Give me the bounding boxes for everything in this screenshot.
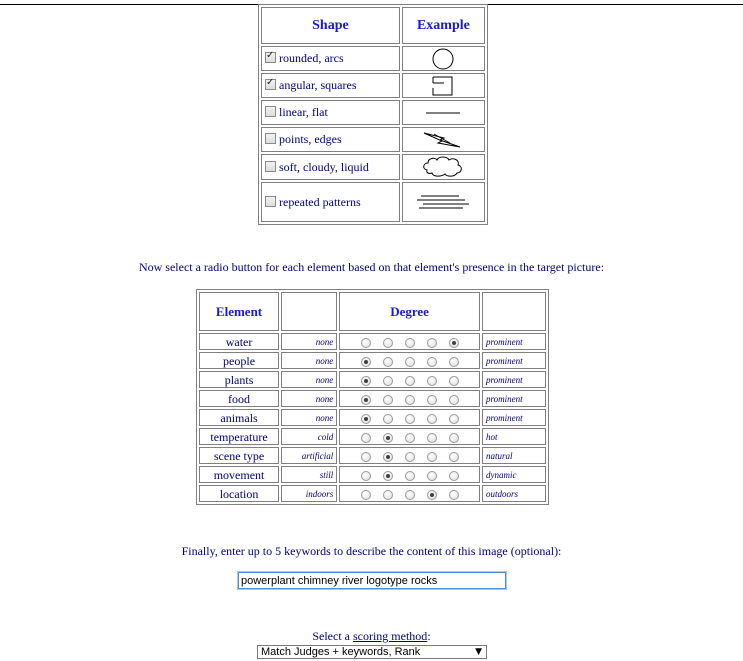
degree-radio[interactable] bbox=[383, 338, 393, 348]
shape-table-header bbox=[261, 7, 485, 44]
element-name: animals bbox=[199, 409, 279, 426]
shape-option-label: angular, squares bbox=[279, 78, 357, 92]
degree-radio[interactable] bbox=[383, 490, 393, 500]
degree-high-label: hot bbox=[482, 428, 546, 445]
degree-radio[interactable] bbox=[449, 471, 459, 481]
shape-option-linear[interactable] bbox=[261, 100, 400, 125]
shape-checkbox[interactable] bbox=[265, 106, 276, 117]
shape-option-label: repeated patterns bbox=[279, 194, 361, 209]
shape-row bbox=[261, 73, 485, 98]
example-header: Example bbox=[402, 7, 485, 44]
shape-option-points[interactable] bbox=[261, 127, 400, 152]
element-name: plants bbox=[199, 371, 279, 388]
shape-example bbox=[402, 127, 485, 152]
degree-radio-group bbox=[339, 352, 480, 369]
degree-low-label: artificial bbox=[281, 447, 337, 464]
element-row bbox=[199, 466, 546, 483]
degree-radio[interactable] bbox=[427, 452, 437, 462]
degree-radio[interactable] bbox=[361, 338, 371, 348]
degree-radio[interactable] bbox=[405, 452, 415, 462]
scoring-method-select[interactable] bbox=[257, 645, 487, 659]
shape-checkbox[interactable] bbox=[265, 133, 276, 144]
degree-radio[interactable] bbox=[361, 490, 371, 500]
shape-option-label: points, edges bbox=[279, 132, 342, 146]
degree-radio[interactable] bbox=[383, 433, 393, 443]
degree-radio[interactable] bbox=[427, 357, 437, 367]
degree-radio[interactable] bbox=[361, 433, 371, 443]
degree-radio[interactable] bbox=[405, 490, 415, 500]
shape-table bbox=[258, 4, 488, 225]
degree-radio[interactable] bbox=[427, 490, 437, 500]
degree-radio[interactable] bbox=[449, 376, 459, 386]
lightning-icon bbox=[422, 129, 464, 151]
scoring-method-link[interactable]: scoring method bbox=[352, 629, 428, 643]
element-name: scene type bbox=[199, 447, 279, 464]
degree-radio-group bbox=[339, 428, 480, 445]
shape-checkbox[interactable] bbox=[265, 52, 276, 63]
degree-high-label: prominent bbox=[482, 390, 546, 407]
element-name: movement bbox=[199, 466, 279, 483]
degree-radio[interactable] bbox=[383, 376, 393, 386]
shape-option-angular[interactable] bbox=[261, 73, 400, 98]
shape-option-rounded[interactable] bbox=[261, 46, 400, 71]
degree-radio[interactable] bbox=[449, 357, 459, 367]
degree-radio[interactable] bbox=[361, 471, 371, 481]
degree-radio[interactable] bbox=[361, 452, 371, 462]
shape-row bbox=[261, 46, 485, 71]
element-rows bbox=[199, 333, 546, 502]
element-header: Element bbox=[199, 292, 279, 331]
degree-radio[interactable] bbox=[405, 395, 415, 405]
shape-example bbox=[402, 73, 485, 98]
degree-high-label: prominent bbox=[482, 409, 546, 426]
degree-low-label: none bbox=[281, 390, 337, 407]
degree-radio[interactable] bbox=[427, 395, 437, 405]
element-row bbox=[199, 447, 546, 464]
cloud-icon bbox=[421, 155, 465, 179]
degree-low-label: none bbox=[281, 352, 337, 369]
degree-radio[interactable] bbox=[383, 471, 393, 481]
degree-radio-group bbox=[339, 447, 480, 464]
scoring-label bbox=[0, 629, 743, 644]
shape-example bbox=[402, 154, 485, 180]
shape-example bbox=[402, 46, 485, 71]
degree-high-label: prominent bbox=[482, 352, 546, 369]
degree-radio[interactable] bbox=[427, 414, 437, 424]
degree-radio-group bbox=[339, 466, 480, 483]
degree-radio[interactable] bbox=[405, 471, 415, 481]
degree-radio[interactable] bbox=[449, 490, 459, 500]
degree-radio[interactable] bbox=[361, 376, 371, 386]
circle-icon bbox=[428, 48, 458, 70]
degree-low-label: still bbox=[281, 466, 337, 483]
degree-radio[interactable] bbox=[427, 338, 437, 348]
degree-radio[interactable] bbox=[361, 357, 371, 367]
element-table-header bbox=[199, 292, 546, 331]
degree-radio[interactable] bbox=[449, 414, 459, 424]
degree-radio[interactable] bbox=[405, 433, 415, 443]
degree-radio[interactable] bbox=[449, 338, 459, 348]
degree-radio[interactable] bbox=[405, 376, 415, 386]
shape-header: Shape bbox=[261, 7, 400, 44]
shape-checkbox[interactable] bbox=[265, 79, 276, 90]
shape-row bbox=[261, 127, 485, 152]
degree-radio[interactable] bbox=[449, 395, 459, 405]
degree-high-label: prominent bbox=[482, 333, 546, 350]
shape-option-label: rounded, arcs bbox=[279, 51, 344, 65]
shape-option-repeated[interactable] bbox=[261, 182, 400, 222]
degree-radio[interactable] bbox=[427, 471, 437, 481]
element-row bbox=[199, 409, 546, 426]
degree-radio[interactable] bbox=[427, 376, 437, 386]
degree-radio-group bbox=[339, 485, 480, 502]
degree-high-label: prominent bbox=[482, 371, 546, 388]
element-table bbox=[196, 289, 549, 505]
degree-low-label: cold bbox=[281, 428, 337, 445]
degree-high-label: dynamic bbox=[482, 466, 546, 483]
degree-radio-group bbox=[339, 333, 480, 350]
instruction-text: Now select a radio button for each element based on that element's presence in the target picture: bbox=[138, 260, 605, 274]
shape-option-soft[interactable] bbox=[261, 154, 400, 180]
degree-radio[interactable] bbox=[405, 338, 415, 348]
shape-example bbox=[402, 182, 485, 222]
blank-header bbox=[482, 292, 546, 331]
degree-radio-group bbox=[339, 390, 480, 407]
degree-radio[interactable] bbox=[405, 414, 415, 424]
degree-radio-group bbox=[339, 371, 480, 388]
degree-radio[interactable] bbox=[449, 433, 459, 443]
degree-header: Degree bbox=[339, 292, 480, 331]
shape-example bbox=[402, 100, 485, 125]
degree-radio[interactable] bbox=[383, 414, 393, 424]
element-row bbox=[199, 352, 546, 369]
scoring-label-prefix: Select a bbox=[312, 629, 353, 643]
parallel-lines-icon bbox=[413, 191, 473, 213]
element-row bbox=[199, 428, 546, 445]
shape-row bbox=[261, 100, 485, 125]
element-name: people bbox=[199, 352, 279, 369]
element-name: location bbox=[199, 485, 279, 502]
shape-checkbox[interactable] bbox=[265, 161, 276, 172]
element-name: water bbox=[199, 333, 279, 350]
keywords-input[interactable] bbox=[238, 572, 506, 589]
element-row bbox=[199, 485, 546, 502]
degree-radio[interactable] bbox=[449, 452, 459, 462]
square-corner-icon bbox=[428, 75, 458, 97]
dropdown-arrow-icon[interactable]: ▼ bbox=[475, 647, 482, 657]
degree-radio[interactable] bbox=[383, 452, 393, 462]
shape-option-label: linear, flat bbox=[279, 105, 328, 119]
degree-low-label: none bbox=[281, 371, 337, 388]
degree-radio[interactable] bbox=[405, 357, 415, 367]
degree-high-label: outdoors bbox=[482, 485, 546, 502]
flat-line-icon bbox=[423, 102, 463, 124]
degree-low-label: indoors bbox=[281, 485, 337, 502]
degree-radio-group bbox=[339, 409, 480, 426]
shape-option-label: soft, cloudy, liquid bbox=[279, 159, 369, 174]
degree-radio[interactable] bbox=[383, 357, 393, 367]
degree-radio[interactable] bbox=[361, 395, 371, 405]
element-name: temperature bbox=[199, 428, 279, 445]
degree-radio[interactable] bbox=[383, 395, 393, 405]
degree-low-label: none bbox=[281, 333, 337, 350]
element-name: food bbox=[199, 390, 279, 407]
degree-high-label: natural bbox=[482, 447, 546, 464]
degree-radio[interactable] bbox=[427, 433, 437, 443]
degree-low-label: none bbox=[281, 409, 337, 426]
scoring-label-suffix: : bbox=[427, 629, 431, 643]
element-row bbox=[199, 390, 546, 407]
shape-row bbox=[261, 182, 485, 222]
element-row bbox=[199, 333, 546, 350]
blank-header bbox=[281, 292, 337, 331]
keywords-prompt: Finally, enter up to 5 keywords to describe the content of this image (optional): bbox=[181, 544, 562, 558]
degree-radio[interactable] bbox=[361, 414, 371, 424]
scoring-selected-option: Match Judges + keywords, Rank bbox=[261, 646, 421, 658]
element-row bbox=[199, 371, 546, 388]
shape-checkbox[interactable] bbox=[265, 196, 276, 207]
shape-row bbox=[261, 154, 485, 180]
